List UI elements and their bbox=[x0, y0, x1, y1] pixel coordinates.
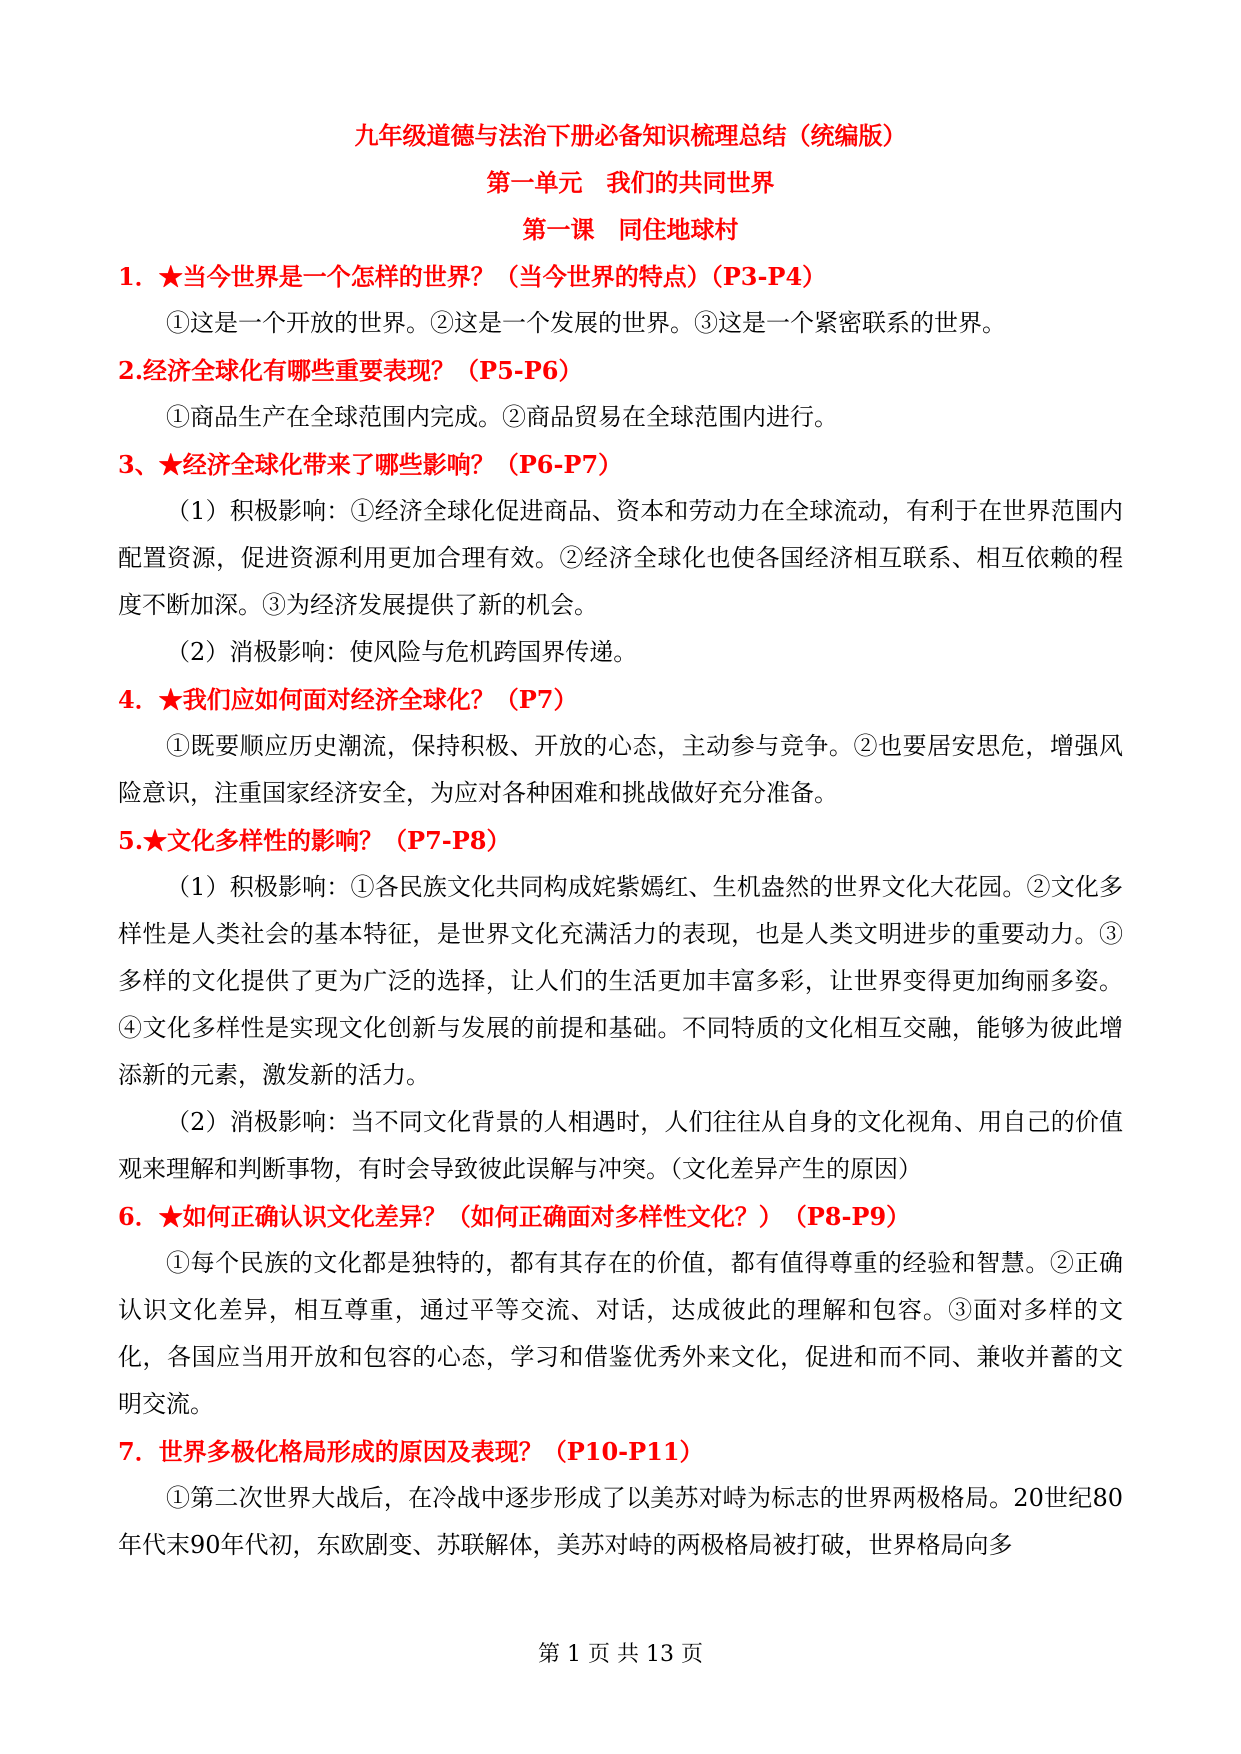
answer-3-positive: （1）积极影响：①经济全球化促进商品、资本和劳动力在全球流动，有利于在世界范围内配置资源，促进资源利用更加合理有效。②经济全球化也使各国经济相互联系、相互依赖的程度不断加深。③为经济发展提供了新的机会。 bbox=[118, 497, 1123, 619]
question-7: 7．世界多极化格局形成的原因及表现？（P10-P11） bbox=[118, 1437, 704, 1466]
answer-7: ①第二次世界大战后，在冷战中逐步形成了以美苏对峙为标志的世界两极格局。20世纪80年代末90年代初，东欧剧变、苏联解体，美苏对峙的两极格局被打破，世界格局向多 bbox=[118, 1484, 1123, 1559]
question-5: 5.★文化多样性的影响？（P7-P8） bbox=[118, 826, 511, 855]
document-title: 九年级道德与法治下册必备知识梳理总结（统编版） bbox=[354, 121, 907, 150]
answer-1: ①这是一个开放的世界。②这是一个发展的世界。③这是一个紧密联系的世界。 bbox=[166, 309, 1006, 337]
answer-5-negative: （2）消极影响：当不同文化背景的人相遇时，人们往往从自身的文化视角、用自己的价值观来理解和判断事物，有时会导致彼此误解与冲突。（文化差异产生的原因） bbox=[118, 1108, 1123, 1183]
question-4: 4．★我们应如何面对经济全球化？（P7） bbox=[118, 685, 578, 714]
question-3: 3、★经济全球化带来了哪些影响？（P6-P7） bbox=[118, 450, 623, 479]
answer-6: ①每个民族的文化都是独特的，都有其存在的价值，都有值得尊重的经验和智慧。②正确认识文化差异，相互尊重，通过平等交流、对话，达成彼此的理解和包容。③面对多样的文化，各国应当用开放和包容的心态，学习和借鉴优秀外来文化，促进和而不同、兼收并蓄的文明交流。 bbox=[118, 1249, 1123, 1418]
answer-3-negative: （2）消极影响：使风险与危机跨国界传递。 bbox=[166, 638, 638, 666]
lesson-title: 第一课 同住地球村 bbox=[522, 215, 739, 244]
unit-title: 第一单元 我们的共同世界 bbox=[486, 168, 775, 197]
question-1: 1．★当今世界是一个怎样的世界？（当今世界的特点）（P3-P4） bbox=[118, 262, 827, 291]
page-content bbox=[118, 112, 1123, 1569]
answer-5-positive: （1）积极影响：①各民族文化共同构成姹紫嫣红、生机盎然的世界文化大花园。②文化多样性是人类社会的基本特征，是世界文化充满活力的表现，也是人类文明进步的重要动力。③多样的文化提供了更为广泛的选择，让人们的生活更加丰富多彩，让世界变得更加绚丽多姿。 ④文化多样性是实现文化创新与发展的前提和基础。不同特质的文化相互交融，能够为彼此增添新的元素，激发新的活力。 bbox=[118, 873, 1123, 1089]
answer-4: ①既要顺应历史潮流，保持积极、开放的心态，主动参与竞争。②也要居安思危，增强风险意识，注重国家经济安全，为应对各种困难和挑战做好充分准备。 bbox=[118, 732, 1123, 807]
question-2: 2.经济全球化有哪些重要表现？（P5-P6） bbox=[118, 356, 583, 385]
page-footer: 第 1 页 共 13 页 bbox=[538, 1642, 703, 1667]
answer-2: ①商品生产在全球范围内完成。②商品贸易在全球范围内进行。 bbox=[166, 403, 838, 431]
question-6: 6．★如何正确认识文化差异？（如何正确面对多样性文化？） （P8-P9） bbox=[118, 1202, 911, 1231]
